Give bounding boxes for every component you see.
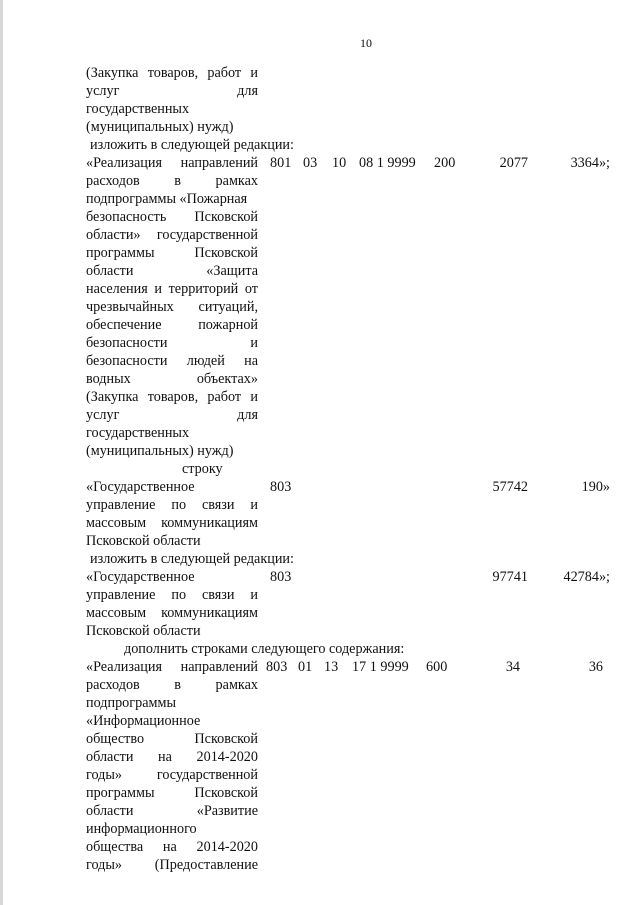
text-line: (муниципальных) нужд) <box>86 443 234 459</box>
text-line: управление по связи и <box>86 497 258 513</box>
text-line: расходов в рамках <box>86 173 258 189</box>
text-line: (Закупка товаров, работ и <box>86 65 258 81</box>
text-line: области «Развитие <box>86 803 258 819</box>
text-line: Псковской области <box>86 623 201 639</box>
text-line: безопасность Псковской <box>86 209 258 225</box>
text-line: «Информационное <box>86 713 201 729</box>
amount-2015: 97741 <box>492 569 528 585</box>
amount-2016: 42784»; <box>563 569 610 585</box>
amount-2015: 34 <box>505 659 520 675</box>
text-line: области на 2014-2020 <box>86 749 258 765</box>
text-line: государственных <box>86 425 190 441</box>
text-line: массовым коммуникациям <box>86 515 258 531</box>
instruction-text: изложить в следующей редакции: <box>90 137 294 153</box>
text-line: управление по связи и <box>86 587 258 603</box>
text-line: общества на 2014-2020 <box>86 839 258 855</box>
text-line: подпрограммы <box>86 695 176 711</box>
text-line: обеспечение пожарной <box>86 317 258 333</box>
text-line: водных объектах» <box>86 371 258 387</box>
target-article-code: 08 1 9999 <box>359 155 416 171</box>
text-line: «Реализация направлений <box>86 155 258 171</box>
amount-2016: 190» <box>581 479 610 495</box>
text-line: чрезвычайных ситуаций, <box>86 299 258 315</box>
ministry-code: 803 <box>266 659 288 675</box>
section-code: 03 <box>303 155 318 171</box>
expense-type-code: 200 <box>434 155 456 171</box>
ministry-code: 803 <box>270 479 292 495</box>
text-line: населения и территорий от <box>86 281 258 297</box>
text-line: подпрограммы «Пожарная <box>86 191 248 207</box>
target-article-code: 17 1 9999 <box>352 659 409 675</box>
text-line: области» государственной <box>86 227 258 243</box>
text-line: «Государственное <box>86 569 195 585</box>
amount-2015: 2077 <box>499 155 528 171</box>
text-line: области «Защита <box>86 263 258 279</box>
text-line: общество Псковской <box>86 731 258 747</box>
text-line: годы» государственной <box>86 767 258 783</box>
amount-2016: 3364»; <box>570 155 610 171</box>
text-line: «Государственное <box>86 479 195 495</box>
ministry-code: 801 <box>270 155 292 171</box>
amount-2016: 36 <box>588 659 603 675</box>
subsection-code: 13 <box>324 659 339 675</box>
text-line: государственных <box>86 101 190 117</box>
text-line: услуг для <box>86 407 258 423</box>
text-line: программы Псковской <box>86 785 258 801</box>
instruction-text: изложить в следующей редакции: <box>90 551 294 567</box>
text-line: «Реализация направлений <box>86 659 258 675</box>
text-line: расходов в рамках <box>86 677 258 693</box>
text-line: услуг для <box>86 83 258 99</box>
text-line: годы» (Предоставление <box>86 857 258 873</box>
subsection-code: 10 <box>332 155 347 171</box>
text-line: безопасности людей на <box>86 353 258 369</box>
text-line: (муниципальных) нужд) <box>86 119 234 135</box>
amount-2015: 57742 <box>492 479 528 495</box>
text-line: массовым коммуникациям <box>86 605 258 621</box>
page-number: 10 <box>360 36 372 50</box>
section-code: 01 <box>298 659 313 675</box>
ministry-code: 803 <box>270 569 292 585</box>
text-line: информационного <box>86 821 197 837</box>
expense-type-code: 600 <box>426 659 448 675</box>
page-edge <box>0 0 3 905</box>
text-line: Псковской области <box>86 533 201 549</box>
text-line: (Закупка товаров, работ и <box>86 389 258 405</box>
text-line: программы Псковской <box>86 245 258 261</box>
instruction-text: дополнить строками следующего содержания: <box>124 641 405 657</box>
instruction-text: строку <box>182 461 223 477</box>
text-line: безопасности и <box>86 335 258 351</box>
